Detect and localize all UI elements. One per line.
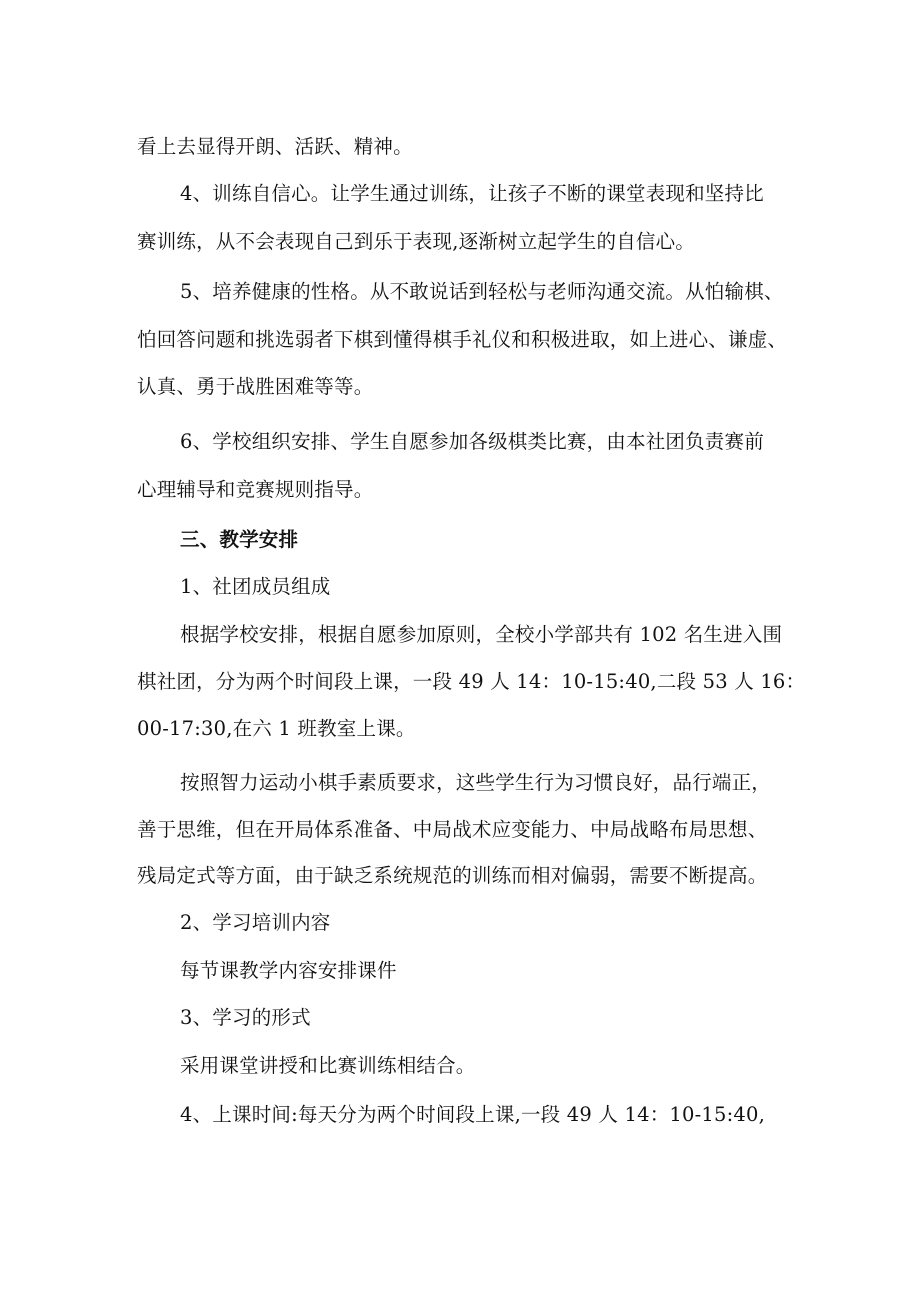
item-4-confidence-line-2: 赛训练，从不会表现自己到乐于表现,逐渐树立起学生的自信心。 (137, 230, 695, 253)
class-time-line: 4、上课时间:每天分为两个时间段上课,一段 49 人 14：10-15:40, (180, 1103, 765, 1126)
quality-paragraph-line-3: 残局定式等方面，由于缺乏系统规范的训练而相对偏弱，需要不断提高。 (137, 864, 768, 887)
item-5-character-line-3: 认真、勇于战胜困难等等。 (137, 375, 374, 398)
members-paragraph-line-3: 00-17:30,在六 1 班教室上课。 (137, 717, 416, 740)
item-4-confidence-line-1: 4、训练自信心。让学生通过训练，让孩子不断的课堂表现和坚持比 (180, 182, 764, 205)
item-5-character-line-2: 怕回答问题和挑选弱者下棋到懂得棋手礼仪和积极进取，如上进心、谦虚、 (137, 328, 788, 351)
item-6-competition-line-2: 心理辅导和竞赛规则指导。 (137, 478, 374, 501)
subheading-members: 1、社团成员组成 (180, 575, 331, 598)
learning-form-text: 采用课堂讲授和比赛训练相结合。 (180, 1054, 476, 1077)
quality-paragraph-line-2: 善于思维，但在开局体系准备、中局战术应变能力、中局战略布局思想、 (137, 818, 768, 841)
training-content-text: 每节课教学内容安排课件 (180, 959, 397, 982)
subheading-learning-form: 3、学习的形式 (180, 1006, 311, 1029)
item-6-competition-line-1: 6、学校组织安排、学生自愿参加各级棋类比赛，由本社团负责赛前 (180, 430, 764, 453)
subheading-training-content: 2、学习培训内容 (180, 911, 331, 934)
section-heading-teaching-arrangement: 三、教学安排 (180, 528, 299, 551)
members-paragraph-line-1: 根据学校安排，根据自愿参加原则，全校小学部共有 102 名生进入围 (180, 623, 783, 646)
text-line-continuation: 看上去显得开朗、活跃、精神。 (137, 135, 413, 158)
quality-paragraph-line-1: 按照智力运动小棋手素质要求，这些学生行为习惯良好，品行端正， (180, 771, 772, 794)
members-paragraph-line-2: 棋社团，分为两个时间段上课，一段 49 人 14：10-15:40,二段 53 人 16： (137, 670, 806, 693)
item-5-character-line-1: 5、培养健康的性格。从不敢说话到轻松与老师沟通交流。从怕输棋、 (180, 280, 784, 303)
